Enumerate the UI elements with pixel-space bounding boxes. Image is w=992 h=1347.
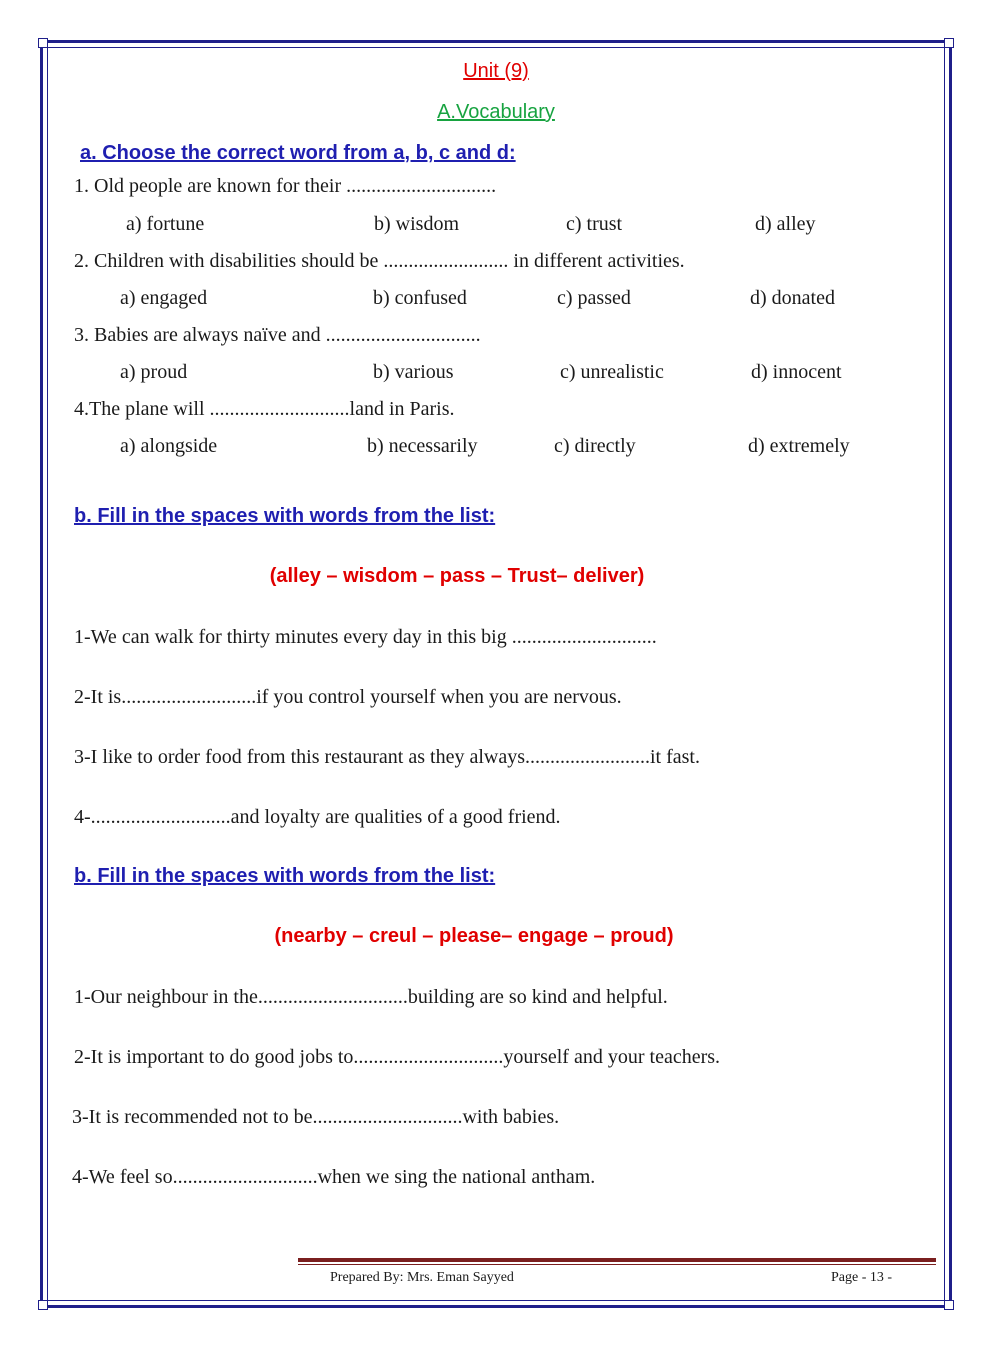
- prepared-by: Prepared By: Mrs. Eman Sayyed: [330, 1270, 514, 1285]
- b2-sentence-2: 2-It is important to do good jobs to..............................yourself and your teachers.: [74, 1046, 721, 1068]
- b2-sentence-4: 4-We feel so.............................when we sing the national antham.: [72, 1166, 596, 1188]
- q4-option-c: c) directly: [554, 435, 636, 457]
- q3-option-a: a) proud: [120, 361, 188, 383]
- part-a-heading: a. Choose the correct word from a, b, c and d:: [80, 142, 516, 164]
- q2-option-b: b) confused: [373, 287, 467, 309]
- question-1: 1. Old people are known for their ..............................: [74, 175, 497, 197]
- b1-sentence-3: 3-I like to order food from this restaurant as they always.........................it fast.: [74, 746, 700, 768]
- question-2: 2. Children with disabilities should be ......................... in different activities.: [74, 250, 685, 272]
- b2-sentence-3: 3-It is recommended not to be..............................with babies.: [72, 1106, 560, 1128]
- part-b1-heading: b. Fill in the spaces with words from the list:: [74, 505, 496, 527]
- q4-option-b: b) necessarily: [367, 435, 478, 457]
- section-title: A.Vocabulary: [437, 101, 555, 123]
- corner-ornament: [944, 38, 954, 48]
- b1-sentence-2: 2-It is...........................if you control yourself when you are nervous.: [74, 686, 622, 708]
- q3-option-b: b) various: [373, 361, 454, 383]
- b2-sentence-1: 1-Our neighbour in the..............................building are so kind and helpful.: [74, 986, 668, 1008]
- q2-option-c: c) passed: [557, 287, 631, 309]
- b1-sentence-4: 4-............................and loyalty are qualities of a good friend.: [74, 806, 561, 828]
- part-b2-word-list: (nearby – creul – please– engage – proud): [274, 925, 674, 947]
- footer-rule: [298, 1258, 936, 1262]
- q4-option-a: a) alongside: [120, 435, 218, 457]
- page-number: Page - 13 -: [831, 1270, 893, 1285]
- q2-option-d: d) donated: [750, 287, 835, 309]
- q4-option-d: d) extremely: [748, 435, 850, 457]
- q2-option-a: a) engaged: [120, 287, 208, 309]
- corner-ornament: [38, 1300, 48, 1310]
- b1-sentence-1: 1-We can walk for thirty minutes every day in this big .............................: [74, 626, 657, 648]
- q1-option-c: c) trust: [566, 213, 623, 235]
- corner-ornament: [944, 1300, 954, 1310]
- question-4: 4.The plane will ............................land in Paris.: [74, 398, 455, 420]
- unit-title: Unit (9): [463, 60, 529, 82]
- q3-option-d: d) innocent: [751, 361, 842, 383]
- q1-option-b: b) wisdom: [374, 213, 459, 235]
- question-3: 3. Babies are always naïve and ...............................: [74, 324, 481, 346]
- footer-rule-thin: [298, 1264, 936, 1265]
- part-b1-word-list: (alley – wisdom – pass – Trust– deliver): [269, 565, 645, 587]
- q1-option-d: d) alley: [755, 213, 816, 235]
- q3-option-c: c) unrealistic: [560, 361, 664, 383]
- q1-option-a: a) fortune: [126, 213, 205, 235]
- corner-ornament: [38, 38, 48, 48]
- part-b2-heading: b. Fill in the spaces with words from the list:: [74, 865, 496, 887]
